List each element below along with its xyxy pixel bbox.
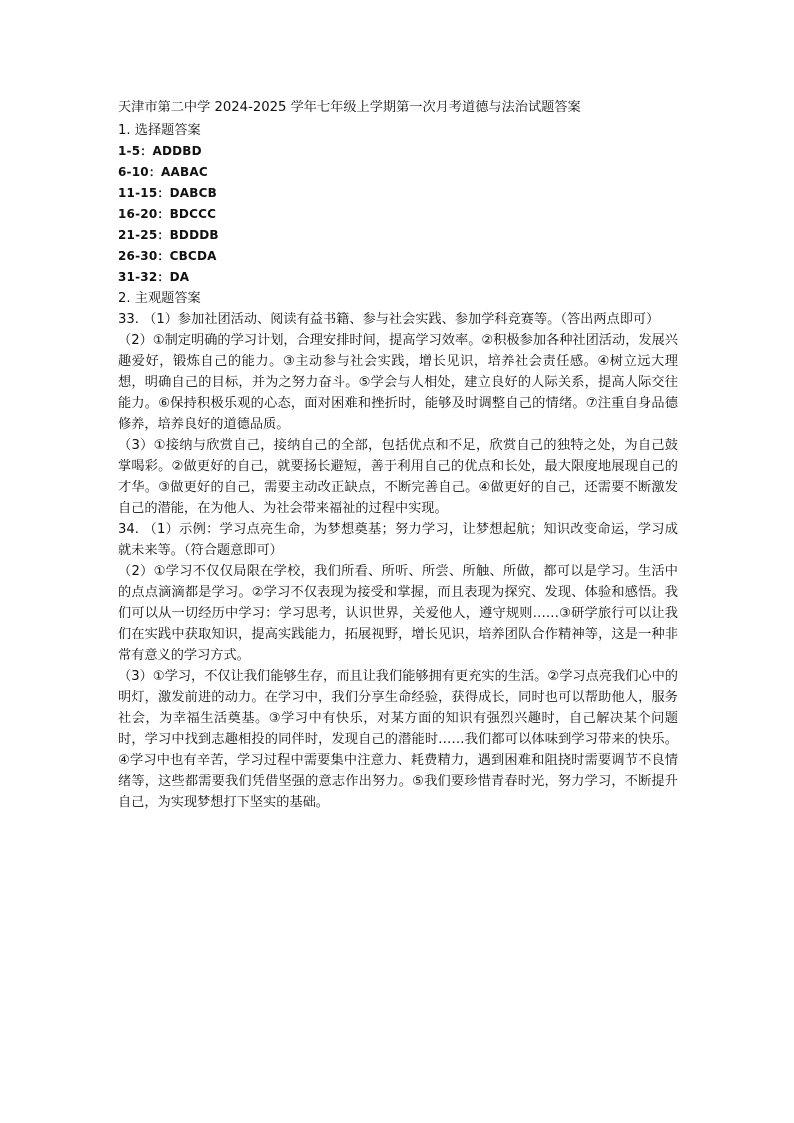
answer-line-21-25: 21-25：BDDDB [118, 228, 219, 242]
answer-line-6-10: 6-10：AABAC [118, 165, 208, 179]
q34-part2: （2）①学习不仅仅局限在学校，我们所看、所听、所尝、所触、所做，都可以是学习。生活中的点点滴滴都是学习。②学习不仅表现为接受和掌握，而且表现为探究、发现、体验和感悟。我们可以从一切经历中学习：学习思考，认识世界，关爱他人，遵守规则……③研学旅行可以让我们在实践中获取知识，提高实践能力，拓展视野，增长见识，培养团队合作精神等，这是一种非常有意义的学习方式。 [118, 564, 678, 663]
q34-part1: 34. （1）示例：学习点亮生命，为梦想奠基；努力学习，让梦想起航；知识改变命运，学习成就未来等。（符合题意即可） [118, 522, 678, 558]
section-subjective-heading: 2. 主观题答案 [118, 291, 201, 306]
q33-part2: （2）①制定明确的学习计划，合理安排时间，提高学习效率。②积极参加各种社团活动，发展兴趣爱好，锻炼自己的能力。③主动参与社会实践，增长见识，培养社会责任感。④树立远大理想，明确自己的目标，并为之努力奋斗。⑤学会与人相处，建立良好的人际关系，提高人际交往能力。⑥保持积极乐观的心态，面对困难和挫折时，能够及时调整自己的情绪。⑦注重自身品德修养，培养良好的道德品质。 [118, 333, 678, 432]
answer-line-16-20: 16-20：BDCCC [118, 207, 217, 221]
section-choice-heading: 1. 选择题答案 [118, 123, 201, 138]
q33-part1: 33. （1）参加社团活动、阅读有益书籍、参与社会实践、参加学科竞赛等。（答出两点即可） [118, 312, 660, 327]
answer-document [118, 98, 678, 813]
q33-part3: （3）①接纳与欣赏自己，接纳自己的全部，包括优点和不足，欣赏自己的独特之处，为自己鼓掌喝彩。②做更好的自己，就要扬长避短，善于利用自己的优点和长处，最大限度地展现自己的才华。③做更好的自己，需要主动改正缺点，不断完善自己。④做更好的自己，还需要不断激发自己的潜能，在为他人、为社会带来福祉的过程中实现。 [118, 438, 678, 516]
answer-line-26-30: 26-30：CBCDA [118, 249, 217, 263]
answer-line-1-5: 1-5：ADDBD [118, 144, 202, 158]
document-title: 天津市第二中学 2024-2025 学年七年级上学期第一次月考道德与法治试题答案 [118, 100, 581, 115]
answer-line-11-15: 11-15：DABCB [118, 186, 217, 200]
q34-part3: （3）①学习，不仅让我们能够生存，而且让我们能够拥有更充实的生活。②学习点亮我们心中的明灯，激发前进的动力。在学习中，我们分享生命经验，获得成长，同时也可以帮助他人，服务社会，为幸福生活奠基。③学习中有快乐，对某方面的知识有强烈兴趣时，自己解决某个问题时，学习中找到志趣相投的同伴时，发现自己的潜能时……我们都可以体味到学习带来的快乐。④学习中也有辛苦，学习过程中需要集中注意力、耗费精力，遇到困难和阻挠时需要调节不良情绪等，这些都需要我们凭借坚强的意志作出努力。⑤我们要珍惜青春时光，努力学习，不断提升自己，为实现梦想打下坚实的基础。 [118, 669, 678, 810]
answer-line-31-32: 31-32：DA [118, 270, 190, 284]
